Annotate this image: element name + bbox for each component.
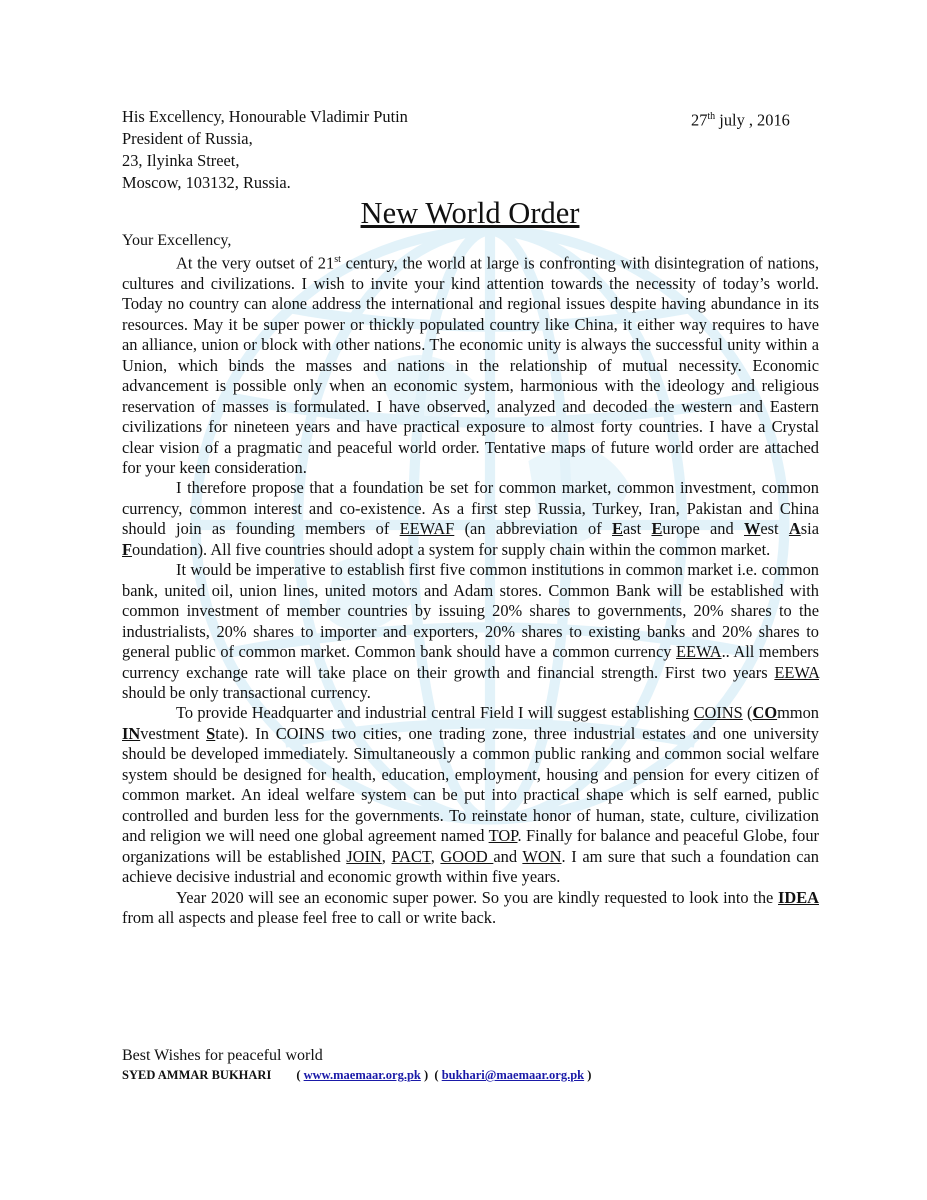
text-run: . Finally for balance and peaceful Globe, four organizations will be established <box>122 826 820 866</box>
text-run: mmon <box>777 703 819 723</box>
page-title: New World Order <box>360 196 580 230</box>
text-run: At the very outset of 21 <box>176 253 335 273</box>
body-paragraph <box>122 478 819 560</box>
text-run: should be only transactional currency. <box>122 682 371 702</box>
text-run: urope and <box>662 519 745 539</box>
text-run: W <box>744 519 761 539</box>
closing-line: Best Wishes for peaceful world <box>122 1047 323 1064</box>
text-run: ( <box>742 703 753 723</box>
text-run: . I am sure that such a foundation can achieve decisive industrial and economic growth within five years. <box>122 846 819 887</box>
recipient-line: His Excellency, Honourable Vladimir Putin <box>122 107 408 126</box>
text-run: , <box>430 846 441 866</box>
text-run: vestment <box>140 723 207 743</box>
text-run: tate). In COINS two cities, one trading zone, three industrial estates and one university should be developed immediately. Simultaneously a common public ranking and common social welfare system should be designed for health, education, employment, housing and pension for every citizen of common market. An ideal welfare system can be put into practical shape which is self earned, public controlled and burden less for the governments. To reinstate honor of human, state, culture, civilization and religion we will need one global agreement named <box>122 723 819 846</box>
letter-date: 27th july , 2016 <box>691 110 790 130</box>
text-run: .. All members currency exchange rate will take place on their growth and financial strength. First two years <box>122 642 819 682</box>
text-run: F <box>122 539 133 559</box>
text-run: (an abbreviation of <box>454 519 613 539</box>
text-run: ast <box>622 519 652 539</box>
text-run: I therefore propose that a foundation be set for common market, common investment, common currency, common interest and co-existence. As a first step Russia, Turkey, Iran, Pakistan and China should join as founding members of <box>122 478 819 539</box>
text-run: EEWA <box>676 642 722 662</box>
text-run: st <box>334 254 341 265</box>
body-paragraph <box>122 703 819 887</box>
text-run: oundation). All five countries should adopt a system for supply chain within the common market. <box>132 539 771 559</box>
body-paragraph <box>122 250 819 478</box>
body-paragraph <box>122 560 819 703</box>
website-link[interactable]: www.maemaar.org.pk <box>303 1068 421 1082</box>
text-run: JOIN <box>346 846 382 866</box>
signature-line: SYED AMMAR BUKHARI ( www.maemaar.org.pk ) ( bukhari@maemaar.org.pk ) <box>122 1068 592 1082</box>
text-run: IN <box>122 723 141 743</box>
text-run: , <box>381 846 392 866</box>
text-run: E <box>612 519 623 539</box>
recipient-line: 23, Ilyinka Street, <box>122 151 240 170</box>
text-run: E <box>651 519 663 539</box>
recipient-line: Moscow, 103132, Russia. <box>122 173 291 192</box>
text-run: IDEA <box>778 887 819 907</box>
text-run: A <box>788 519 801 539</box>
text-run: CO <box>752 703 778 723</box>
recipient-line: President of Russia, <box>122 129 253 148</box>
letter-body <box>122 250 819 928</box>
text-run: COINS <box>693 703 743 723</box>
text-run: and <box>493 846 523 866</box>
text-run: from all aspects and please feel free to call or write back. <box>122 907 497 927</box>
text-run: PACT <box>391 846 431 866</box>
text-run: It would be imperative to establish first five common institutions in common market i.e. common bank, united oil, union lines, united motors and Adam stores. Common Bank will be established with common investment of member countries by issuing 20% shares to governments, 20% shares to the industrialists, 20% shares to importer and exporters, 20% shares to existing banks and 20% shares to general public of common market. Common bank should have a common currency <box>122 560 819 662</box>
text-run: WON <box>522 846 562 866</box>
text-run: century, the world at large is confronting with disintegration of nations, cultures and civilizations. I wish to invite your kind attention towards the necessity of today’s world. Today no country can alone address the international and regional issues despite having abundance in its resources. May it be super power or thickly populated country like China, it either way requires to have an alliance, union or block with other nations. The economic unity is always the successful unity within a Union, which binds the masses and nations in the relationship of mutual necessity. Economic advancement is possible only when an economic system, harmonious with the ideology and religious reservation of masses is formulated. I have observed, analyzed and decoded the western and Eastern civilizations for nineteen years and have practical exposure to almost forty countries. I have a Crystal clear vision of a pragmatic and peaceful world order. Tentative maps of future world order are attached for your keen consideration. <box>122 253 819 477</box>
signer-name: SYED AMMAR BUKHARI <box>122 1068 272 1082</box>
text-run: Year 2020 will see an economic super power. So you are kindly requested to look into the <box>176 887 778 907</box>
recipient-address <box>122 106 408 194</box>
text-run: To provide Headquarter and industrial central Field I will suggest establishing <box>176 703 694 723</box>
text-run: TOP <box>488 826 518 846</box>
body-paragraph <box>122 888 819 929</box>
email-link[interactable]: bukhari@maemaar.org.pk <box>441 1068 585 1082</box>
text-run: EEWA <box>774 662 819 682</box>
text-run: GOOD <box>440 846 494 866</box>
text-run: EEWAF <box>399 519 455 539</box>
text-run: sia <box>800 519 819 539</box>
text-run: S <box>206 723 216 743</box>
text-run: est <box>760 519 789 539</box>
salutation: Your Excellency, <box>122 232 232 249</box>
